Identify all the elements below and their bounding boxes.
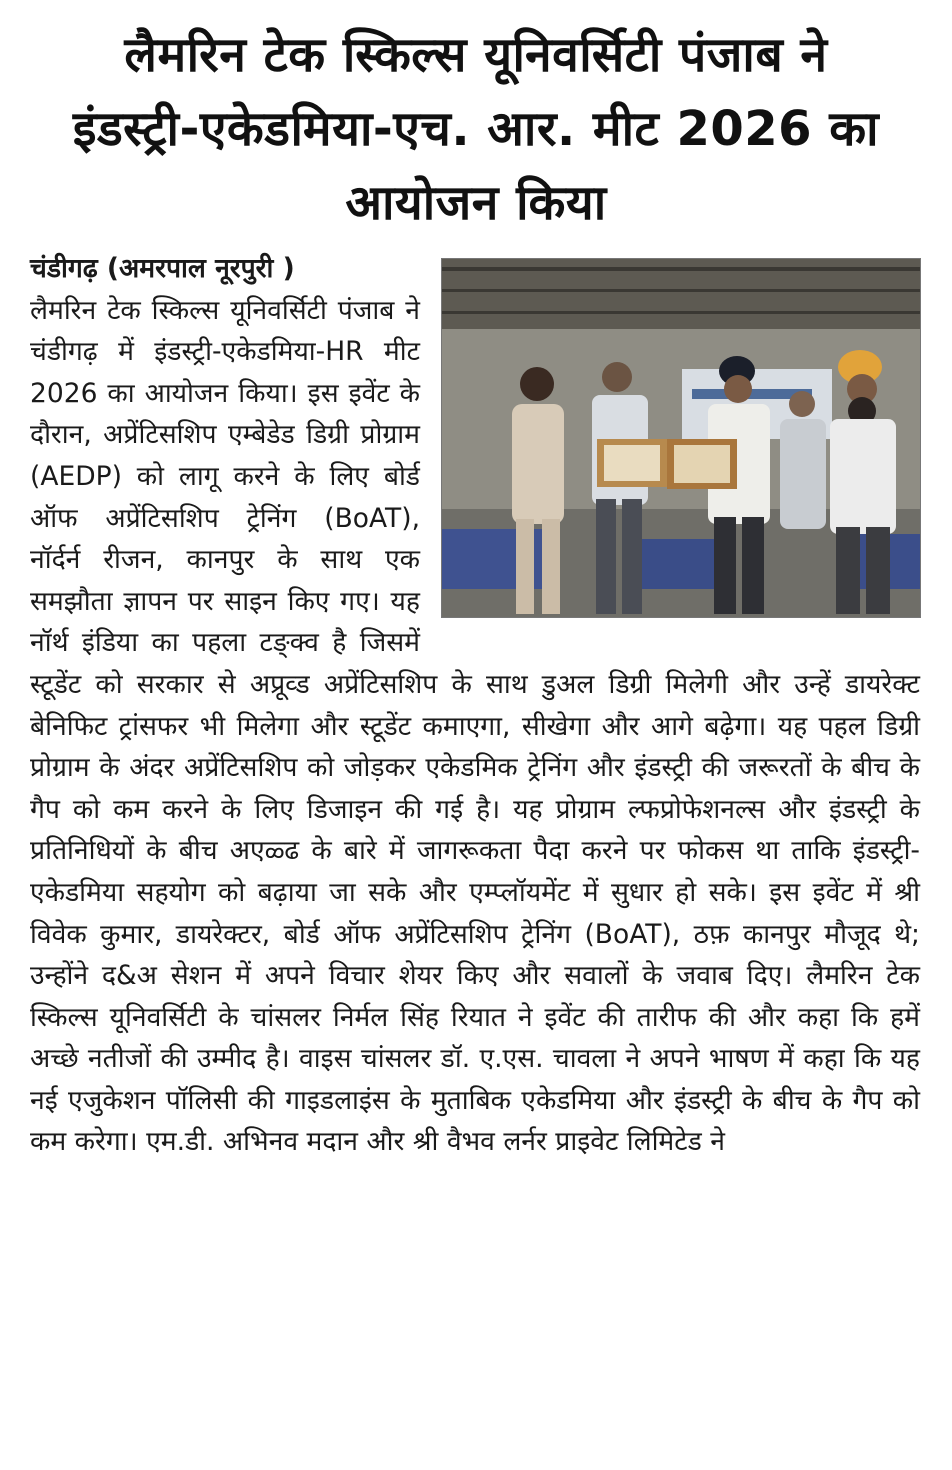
article-text: लैमरिन टेक स्किल्स यूनिवर्सिटी पंजाब ने चंडीगढ़ में इंडस्ट्री-एकेडमिया-HR मीट 2026 का आयोजन किया। इस इवेंट के दौरान, अप्रेंटिसशिप एम्बेडेड डिग्री प्रोग्राम (AEDP) को लागू करने के लिए बोर्ड ऑफ अप्रेंटिसशिप ट्रेनिंग (BoAT), नॉर्दर्न रीजन, कानपुर के साथ एक समझौता ज्ञापन पर साइन किए गए। यह नॉर्थ इंडिया का पहला टङ्क्व है जिसमें स्टूडेंट को सरकार से अप्रूव्ड अप्रेंटिसशिप के साथ डुअल डिग्री मिलेगी और उन्हें डायरेक्ट बेनिफिट ट्रांसफर भी मिलेगा और स्टूडेंट कमाएगा, सीखेगा और आगे बढ़ेगा। यह पहल डिग्री प्रोग्राम के अंदर अप्रेंटिसशिप को जोड़कर एकेडमिक ट्रेनिंग और इंडस्ट्री की जरूरतों के बीच के गैप को कम करने के लिए डिजाइन की गई है। यह प्रोग्राम ल्फप्रोफेशनल्स और इंडस्ट्री के प्रतिनिधियों के बीच अएळ्ढ के बारे में जागरूकता पैदा करने पर फोकस था ताकि इंडस्ट्री-एकेडमिया सहयोग को बढ़ाया जा सके और एम्प्लॉयमेंट में सुधार हो सके। इस इवेंट में श्री विवेक कुमार, डायरेक्टर, बोर्ड ऑफ अप्रेंटिसशिप ट्रेनिंग (BoAT), ठफ़ कानपुर मौजूद थे; उन्होंने द&अ सेशन में अपने विचार शेयर किए और सवालों के जवाब दिए। लैमरिन टेक स्किल्स यूनिवर्सिटी के चांसलर निर्मल सिंह रियात ने इवेंट की तारीफ की और कहा कि हमें अच्छे नतीजों की उम्मीद है। वाइस चांसलर डॉ. ए.एस. चावला ने अपने भाषण में कहा कि यह नई एजुकेशन पॉलिसी की गाइडलाइंस के मुताबिक एकेडमिया और इंडस्ट्री के बीच के गैप को कम करेगा। एम.डी. अभिनव मदान और श्री वैभव लर्नर प्राइवेट लिमिटेड ने — [30, 294, 920, 1158]
headline-line-2: इंडस्ट्री-एकेडमिया-एच. आर. मीट 2026 का — [72, 101, 880, 157]
dateline: चंडीगढ़ (अमरपाल नूरपुरी ) — [30, 253, 295, 284]
photo-wrap-spacer — [420, 248, 920, 623]
headline — [20, 18, 932, 240]
headline-line-1: लैमरिन टेक स्किल्स यूनिवर्सिटी पंजाब ने — [124, 27, 828, 83]
headline-line-3: आयोजन किया — [345, 175, 607, 231]
article-body — [30, 248, 920, 1163]
